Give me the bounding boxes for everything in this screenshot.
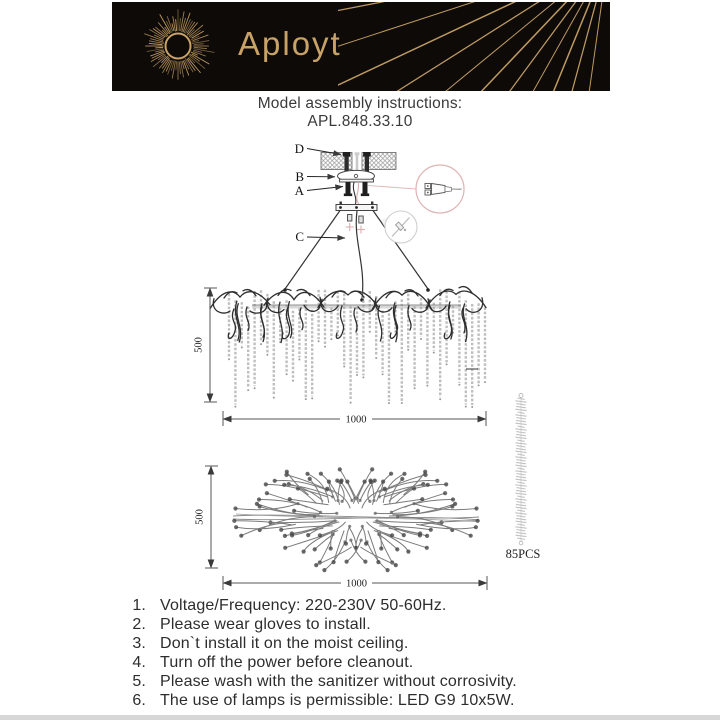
instruction-item: 4. Turn off the power before cleanout. bbox=[132, 653, 414, 671]
connector-detail-callout bbox=[368, 165, 464, 213]
adjust-arrows-icon bbox=[346, 223, 365, 234]
crystal-count-label: 85PCS bbox=[505, 547, 541, 561]
instruction-item: 6. The use of lamps is permissible: LED G9 10x5W. bbox=[132, 691, 515, 709]
assembly-diagram bbox=[0, 130, 720, 600]
part-label-b: B bbox=[295, 169, 304, 184]
crystal-strand-drawing bbox=[506, 394, 541, 562]
instruction-item: 3. Don`t install it on the moist ceiling. bbox=[132, 634, 409, 652]
page-bottom-edge bbox=[0, 715, 720, 720]
part-label-d: D bbox=[294, 141, 304, 156]
model-code: APL.848.33.10 bbox=[307, 112, 413, 130]
instruction-item: 2. Please wear gloves to install. bbox=[132, 615, 371, 633]
side-width-dimension: 1000 bbox=[345, 414, 367, 426]
title-block bbox=[0, 95, 720, 130]
part-label-a: A bbox=[294, 183, 304, 198]
cable-lock-detail-callout bbox=[381, 211, 417, 243]
chandelier-top-view bbox=[232, 467, 480, 572]
top-width-dimension: 1000 bbox=[346, 578, 367, 590]
instruction-item: 5. Please wash with the sanitizer without corrosivity. bbox=[132, 672, 517, 690]
sheet-title: Model assembly instructions: bbox=[257, 95, 463, 112]
brand-wordmark: Aployt bbox=[238, 25, 342, 62]
ray-decoration-icon bbox=[338, 2, 610, 91]
part-label-c: C bbox=[295, 229, 304, 244]
instruction-item: 1. Voltage/Frequency: 220-230V 50-60Hz. bbox=[132, 597, 447, 614]
brand-banner bbox=[112, 2, 610, 91]
chandelier-side-view bbox=[210, 287, 486, 408]
top-height-dimension: 500 bbox=[194, 509, 206, 525]
instruction-list bbox=[120, 597, 517, 710]
side-height-dimension: 500 bbox=[193, 337, 205, 353]
sunburst-logo-icon bbox=[132, 2, 224, 91]
